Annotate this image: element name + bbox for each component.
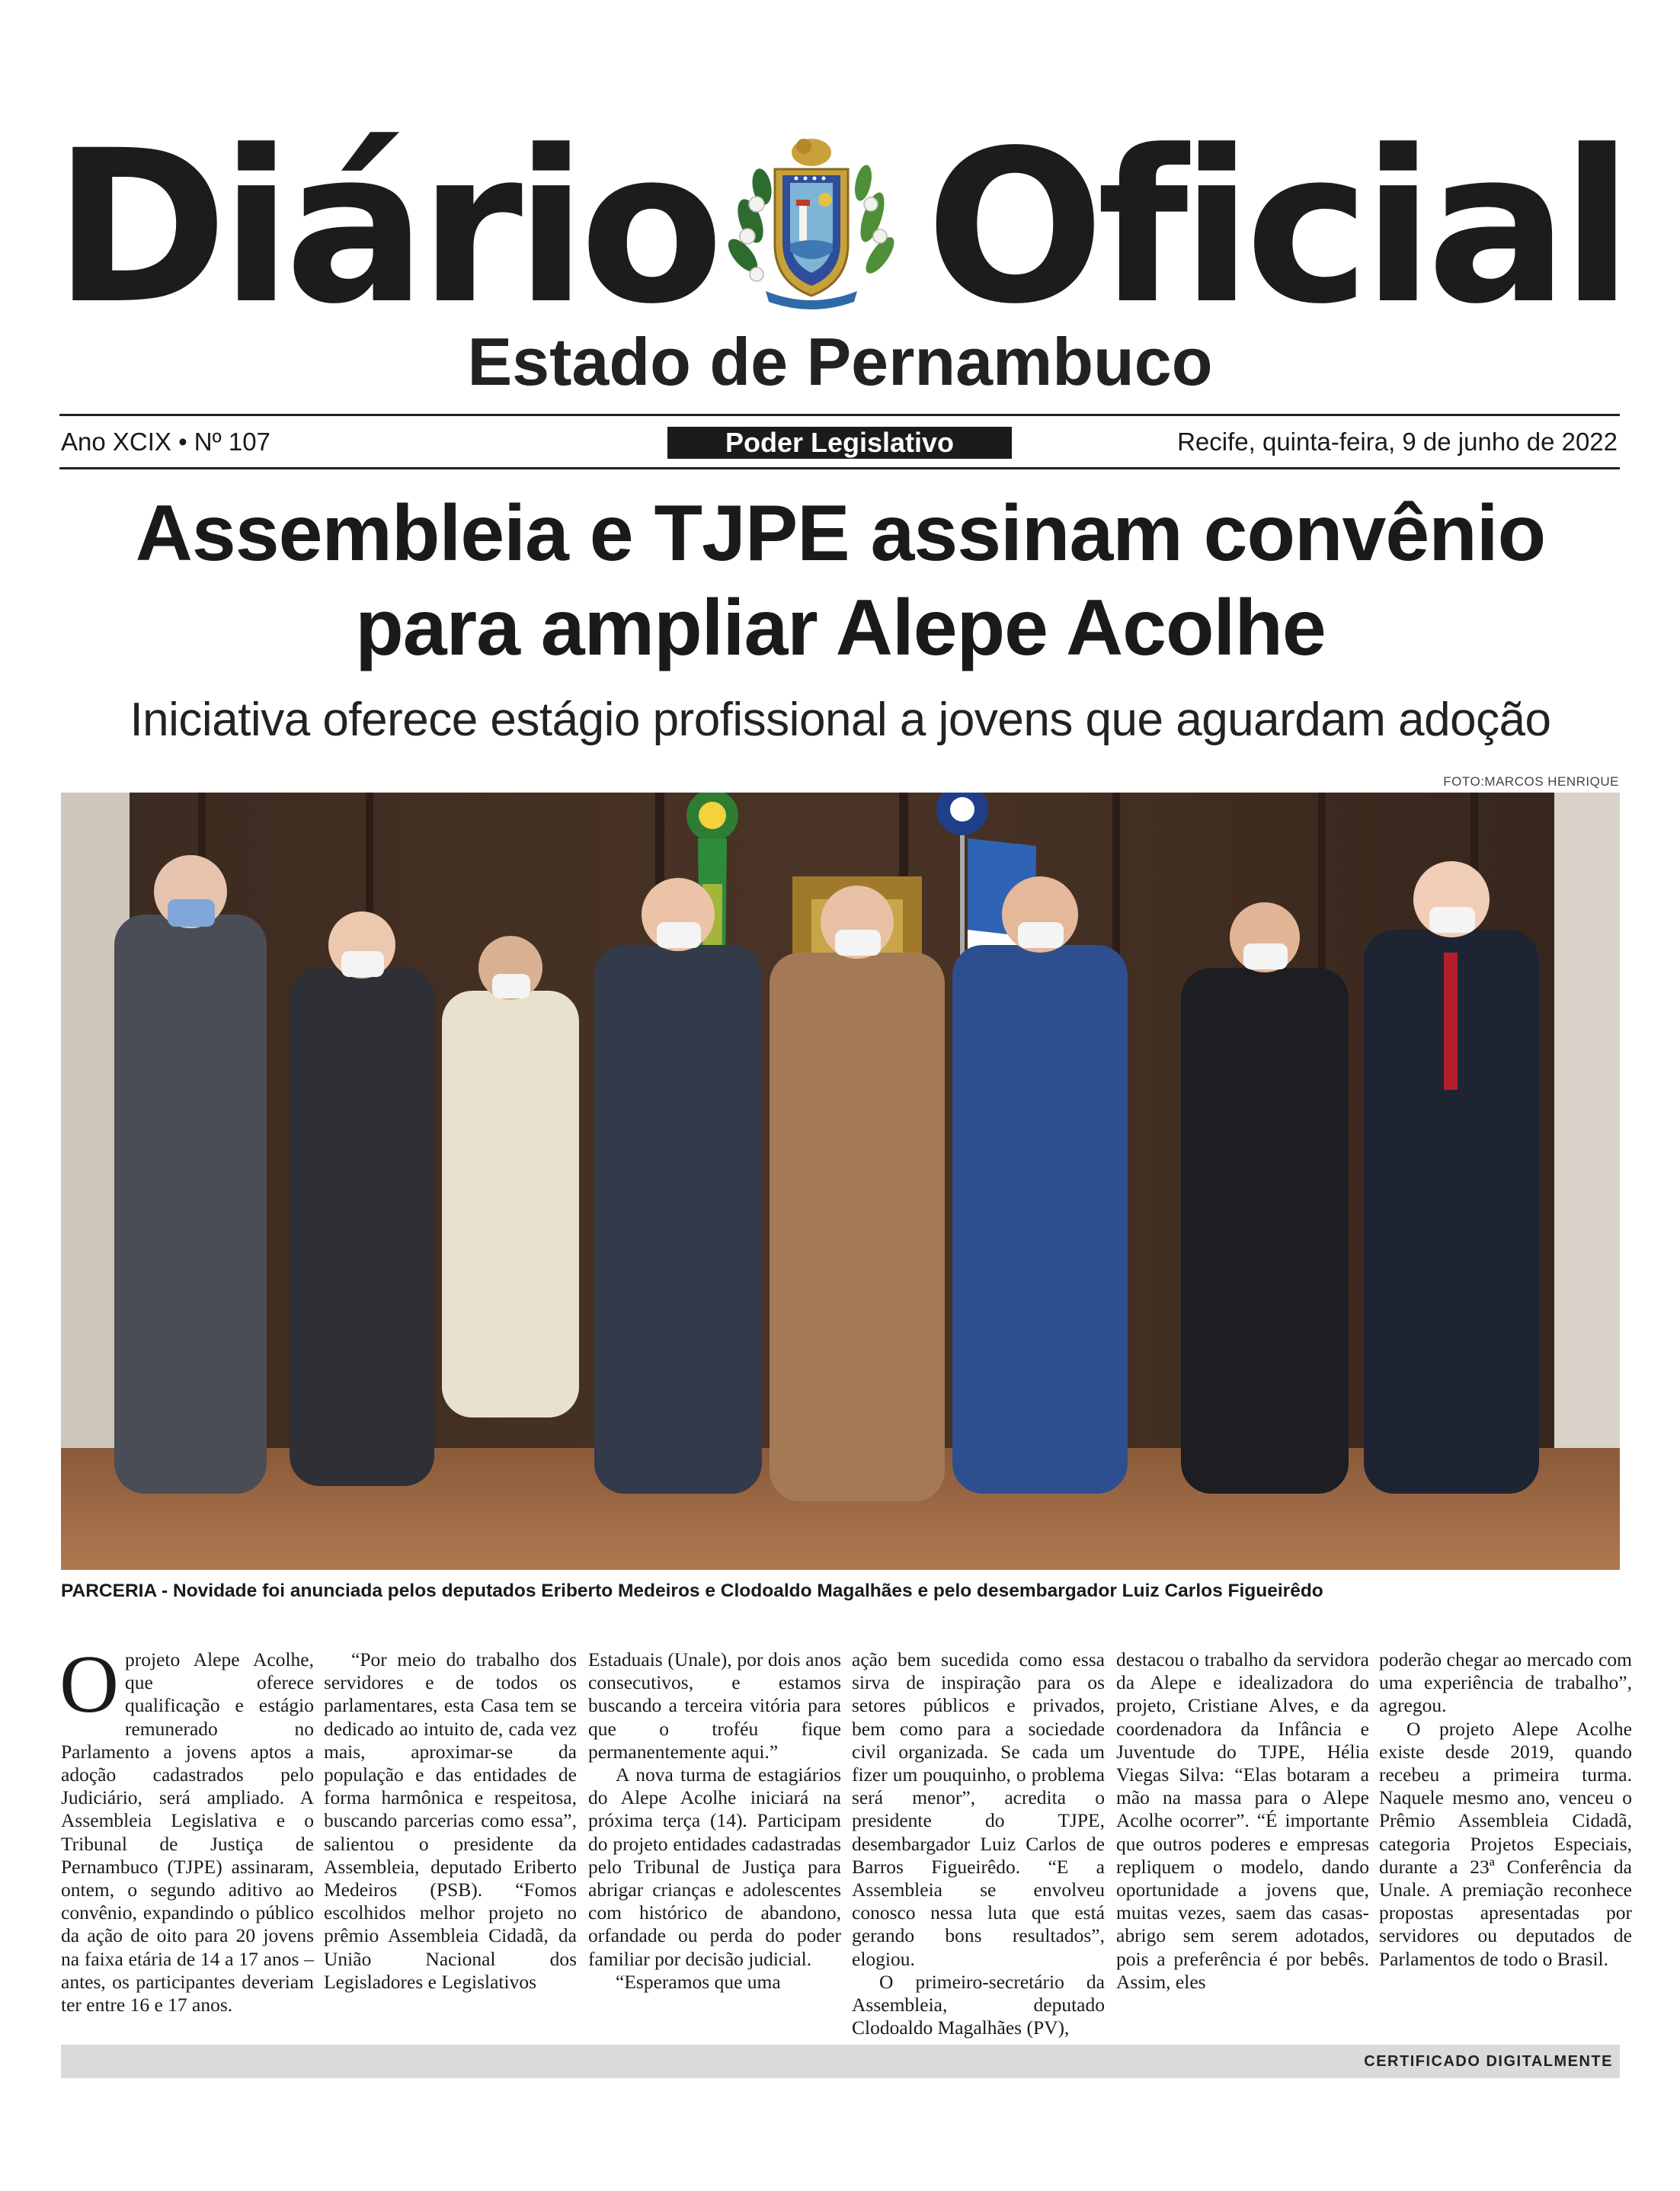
issue-number: Ano XCIX • Nº 107: [61, 428, 270, 456]
article-column-5: [1116, 1648, 1369, 1994]
article-paragraph: ação bem sucedida como essa sirva de inspiração para os setores públicos e privados, bem como para a sociedade civil organizada. Se cada um fizer um pouquinho, o problema será menor”, acredita o presidente do TJPE, desembargador Luiz Carlos de Barros Figueirêdo. “E a Assembleia se envolveu conosco nessa luta que está gerando bons resultados”, elogiou.: [852, 1648, 1105, 1970]
masthead-subtitle: Estado de Pernambuco: [467, 324, 1213, 399]
article-paragraph: O projeto Alepe Acolhe existe desde 2019, quando recebeu a primeira turma. Naquele mesmo ano, venceu o Prêmio Assembleia Cidadã, categoria Projetos Especiais, durante a 23ª Conferência da Unale. A premiação reconhece propostas apresentadas por servidores ou deputados de Parlamentos de todo o Brasil.: [1379, 1717, 1632, 1970]
headline-line-2: para ampliar Alepe Acolhe: [355, 584, 1326, 672]
article-text: projeto Alepe Acolhe, que oferece qualificação e estágio remunerado no Parlamento a jovens aptos a adoção cadastrados pelo Judiciário, será ampliado. A Assembleia Legislativa e o Tribunal de Justiça de Pernambuco (TJPE) assinaram, ontem, o segundo aditivo ao convênio, expandindo o público da ação de oito para 20 jovens na faixa etária de 14 a 17 anos – antes, os participantes deveriam ter entre 16 e 17 anos.: [61, 1648, 314, 2016]
article-paragraph: “Por meio do trabalho dos servidores e de todos os parlamentares, esta Casa tem se dedicado ao intuito de, cada vez mais, aproximar-se da população e das entidades de forma harmônica e respeitosa, buscando parcerias como essa”, salientou o presidente da Assembleia, deputado Eriberto Medeiros (PSB). “Fomos escolhidos melhor projeto no prêmio Assembleia Cidadã, da União Nacional dos Legisladores e Legislativos: [324, 1648, 577, 1993]
article-paragraph: poderão chegar ao mercado com uma experiência de trabalho”, agregou.: [1379, 1648, 1632, 1717]
drop-cap: O: [59, 1639, 119, 1730]
article-paragraph: O primeiro-secretário da Assembleia, deputado Clodoaldo Magalhães (PV),: [852, 1970, 1105, 2039]
article-paragraph: destacou o trabalho da servidora da Alepe e idealizadora do projeto, Cristiane Alves, e da coordenadora da Infância e Juventude do TJPE, Hélia Viegas Silva: “Elas botaram a mão na massa para o Alepe Acolhe ocorrer”. “É importante que outros poderes e empresas repliquem o modelo, dando oportunidade a jovens que, muitas vezes, saem das casas-abrigo sem serem adotados, pois a preferência é por bebês. Assim, eles: [1116, 1648, 1369, 1993]
article-paragraph: A nova turma de estagiários do Alepe Acolhe iniciará na próxima terça (14). Participam do projeto entidades cadastradas pelo Tribunal de Justiça para abrigar crianças e adolescentes com histórico de abandono, orfandade ou perda do poder familiar por decisão judicial.: [588, 1763, 841, 1970]
masthead-top-rule: [59, 414, 1620, 416]
headline-line-1: Assembleia e TJPE assinam convênio: [135, 489, 1546, 578]
pernambuco-coat-of-arms-icon: [720, 130, 903, 312]
article-column-6: [1379, 1648, 1632, 1971]
article-paragraph: Estaduais (Unale), por dois anos consecutivos, e estamos buscando a terceira vitória para que o troféu fique permanentemente aqui.”: [588, 1648, 841, 1763]
photo-credit: FOTO:MARCOS HENRIQUE: [1443, 774, 1619, 789]
article-paragraph: [59, 1639, 314, 2016]
digital-certificate-label: CERTIFICADO DIGITALMENTE: [1364, 2053, 1613, 2070]
subheadline: Iniciativa oferece estágio profissional a jovens que aguardam adoção: [130, 693, 1551, 746]
issue-date: Recife, quinta-feira, 9 de junho de 2022: [1177, 428, 1618, 456]
masthead-bottom-rule: [59, 467, 1620, 469]
article-column-3: [588, 1648, 841, 1994]
article-column-1: [59, 1639, 314, 2016]
article-paragraph: “Esperamos que uma: [616, 1970, 781, 1993]
masthead-title-left: Diário: [53, 106, 717, 351]
masthead-title-right: Oficial: [926, 106, 1626, 351]
section-badge: Poder Legislativo: [667, 427, 1012, 459]
photo-caption: PARCERIA - Novidade foi anunciada pelos deputados Eriberto Medeiros e Clodoaldo Magalhães e pelo desembargador Luiz Carlos Figueirêdo: [61, 1581, 1323, 1601]
headline: [59, 486, 1621, 675]
group-photo: [61, 793, 1620, 1570]
article-column-2: [324, 1648, 577, 1994]
article-column-4: [852, 1648, 1105, 2039]
